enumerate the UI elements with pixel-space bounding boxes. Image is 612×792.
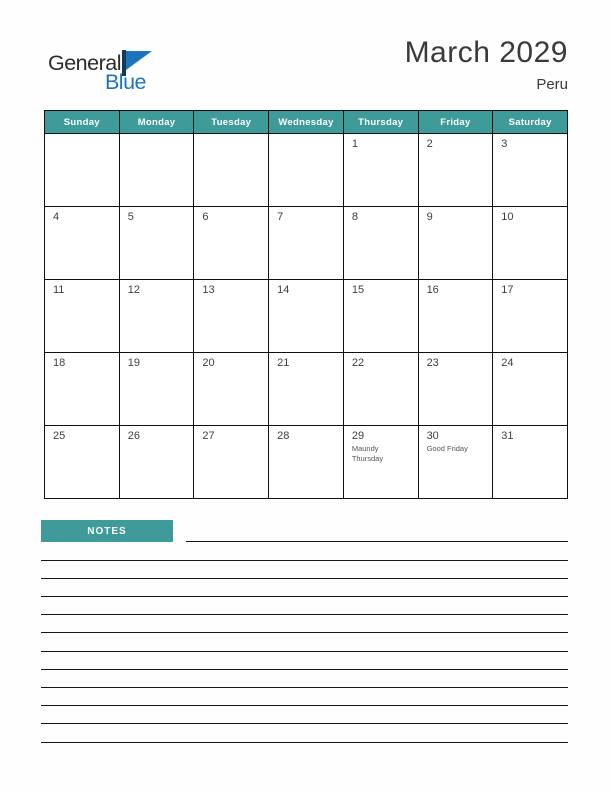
calendar-cell — [120, 353, 195, 426]
notes-label: NOTES — [87, 525, 127, 537]
day-number: 14 — [277, 284, 290, 296]
calendar-cell — [120, 134, 195, 207]
notes-line — [41, 723, 568, 724]
calendar-table — [44, 110, 568, 499]
calendar-cell — [120, 426, 195, 499]
calendar-cell — [493, 353, 568, 426]
day-number: 21 — [277, 357, 290, 369]
calendar-cell — [45, 134, 120, 207]
calendar-cell — [493, 426, 568, 499]
notes-line — [186, 541, 568, 542]
general-blue-logo — [48, 50, 152, 93]
notes-line — [41, 614, 568, 615]
notes-line — [41, 742, 568, 743]
day-number: 30 — [426, 430, 439, 442]
day-number: 2 — [426, 138, 433, 150]
day-number: 6 — [202, 211, 209, 223]
weekday-cell: Saturday — [493, 111, 568, 134]
notes-line — [41, 669, 568, 670]
notes-line — [41, 560, 568, 561]
weekday-cell: Friday — [419, 111, 494, 134]
notes-line — [41, 632, 568, 633]
day-number: 7 — [277, 211, 284, 223]
day-number: 28 — [277, 430, 290, 442]
notes-label-box — [41, 520, 173, 542]
day-number: 29 — [351, 430, 365, 442]
calendar-cell — [269, 426, 344, 499]
day-number: 13 — [202, 284, 215, 296]
weekday-header — [45, 111, 568, 134]
calendar-cell — [194, 426, 269, 499]
day-number: 26 — [127, 430, 140, 442]
day-number: 17 — [501, 284, 514, 296]
calendar-cell — [344, 134, 419, 207]
notes-line — [41, 651, 568, 652]
calendar-body — [45, 134, 568, 499]
calendar-cell — [120, 280, 195, 353]
calendar-cell — [344, 426, 419, 499]
day-number: 9 — [426, 211, 433, 223]
day-number: 31 — [501, 430, 514, 442]
logo-text-blue: Blue — [104, 70, 146, 94]
holiday-label: Maundy Thursday — [351, 444, 384, 463]
day-number: 3 — [501, 138, 508, 150]
logo-flag-icon — [126, 51, 152, 70]
holiday-label: Good Friday — [426, 444, 468, 453]
calendar-cell — [344, 280, 419, 353]
day-number: 16 — [426, 284, 439, 296]
calendar-cell — [45, 353, 120, 426]
weekday-cell: Wednesday — [269, 111, 344, 134]
logo-text-general: General — [48, 51, 121, 75]
notes-line — [41, 687, 568, 688]
calendar-cell — [45, 280, 120, 353]
page-subtitle: Peru — [536, 76, 568, 93]
calendar-cell — [419, 426, 494, 499]
day-number: 25 — [53, 430, 66, 442]
day-number: 19 — [127, 357, 140, 369]
calendar-cell — [194, 207, 269, 280]
calendar-cell — [419, 280, 494, 353]
day-number: 20 — [202, 357, 215, 369]
calendar-cell — [269, 207, 344, 280]
calendar-cell — [493, 134, 568, 207]
day-number: 22 — [351, 357, 365, 369]
day-number: 24 — [501, 357, 514, 369]
day-number: 1 — [351, 138, 358, 150]
calendar-cell — [493, 280, 568, 353]
day-number: 15 — [351, 284, 365, 296]
calendar-cell — [419, 134, 494, 207]
calendar-cell — [45, 207, 120, 280]
calendar-cell — [269, 134, 344, 207]
day-number: 4 — [53, 211, 60, 223]
calendar-cell — [344, 207, 419, 280]
weekday-cell: Monday — [120, 111, 195, 134]
calendar-cell — [120, 207, 195, 280]
day-number: 12 — [127, 284, 140, 296]
calendar-cell — [493, 207, 568, 280]
notes-line — [41, 596, 568, 597]
day-number: 23 — [426, 357, 439, 369]
calendar-cell — [344, 353, 419, 426]
calendar-cell — [194, 280, 269, 353]
day-number: 8 — [351, 211, 358, 223]
weekday-cell: Thursday — [344, 111, 419, 134]
day-number: 18 — [53, 357, 66, 369]
day-number: 11 — [53, 284, 65, 296]
page-title: March 2029 — [404, 36, 568, 69]
title-block — [405, 36, 568, 94]
calendar-cell — [419, 353, 494, 426]
day-number: 10 — [501, 211, 514, 223]
calendar-cell — [45, 426, 120, 499]
calendar-cell — [419, 207, 494, 280]
calendar-cell — [269, 353, 344, 426]
day-number: 27 — [202, 430, 215, 442]
notes-line — [41, 578, 568, 579]
calendar-cell — [194, 134, 269, 207]
calendar-cell — [194, 353, 269, 426]
weekday-cell: Tuesday — [194, 111, 269, 134]
notes-line — [41, 705, 568, 706]
calendar-cell — [269, 280, 344, 353]
weekday-cell: Sunday — [45, 111, 120, 134]
day-number: 5 — [127, 211, 134, 223]
